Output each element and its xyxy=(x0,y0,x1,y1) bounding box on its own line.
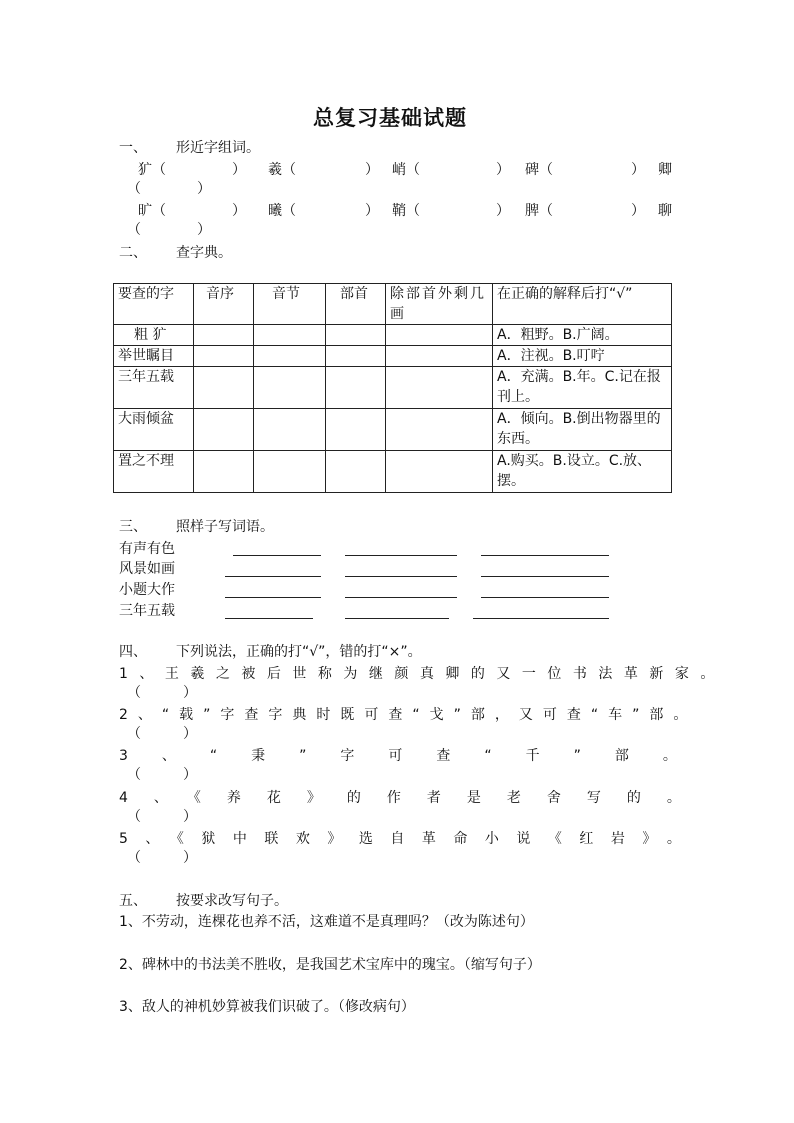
header-cell: 要查的字 xyxy=(114,284,194,325)
word-prompt: 脾（ xyxy=(525,203,553,219)
answer-cell[interactable] xyxy=(386,325,493,346)
table-header-row xyxy=(114,284,672,325)
answer-line[interactable] xyxy=(225,576,321,577)
answer-line[interactable] xyxy=(345,576,457,577)
meaning-options: A．注视。B.叮咛 xyxy=(493,346,672,367)
answer-cell[interactable] xyxy=(254,409,326,451)
section5-heading: 按要求改写句子。 xyxy=(176,893,288,909)
lookup-word: 三年五载 xyxy=(114,367,194,409)
answer-cell[interactable] xyxy=(386,409,493,451)
answer-paren[interactable]: （ ） xyxy=(127,767,197,783)
word-prompt: 羲（ xyxy=(268,162,296,178)
answer-cell[interactable] xyxy=(254,451,326,493)
answer-cell[interactable] xyxy=(194,325,254,346)
word-prompt: 卿 xyxy=(658,162,672,178)
close-paren: ） xyxy=(631,162,645,178)
meaning-options: A．粗野。B.广阔。 xyxy=(493,325,672,346)
answer-cell[interactable] xyxy=(254,367,326,409)
true-false-statement: 3、“秉”字可查“千”部。 xyxy=(119,748,711,764)
answer-line[interactable] xyxy=(225,618,313,619)
answer-cell[interactable] xyxy=(326,346,386,367)
answer-paren[interactable]: （ ） xyxy=(127,726,197,742)
true-false-statement: 1、王羲之被后世称为继颜真卿的又一位书法革新家。 xyxy=(119,666,726,682)
answer-line[interactable] xyxy=(345,555,457,556)
true-false-statement: 2、“载”字查字典时既可查“戈”部，又可查“车”部。 xyxy=(119,707,698,723)
answer-line[interactable] xyxy=(473,618,609,619)
answer-cell[interactable] xyxy=(326,451,386,493)
section1-heading: 形近字组词。 xyxy=(176,140,260,156)
word-prompt: 犷（ xyxy=(138,162,166,178)
word-prompt: 鞘（ xyxy=(392,203,420,219)
close-paren: ） xyxy=(232,162,246,178)
answer-cell[interactable] xyxy=(386,346,493,367)
word-prompt: 峭（ xyxy=(392,162,420,178)
answer-line[interactable] xyxy=(345,618,449,619)
answer-cell[interactable] xyxy=(194,367,254,409)
section2-number: 二、 xyxy=(119,245,147,261)
answer-cell[interactable] xyxy=(386,451,493,493)
answer-cell[interactable] xyxy=(326,325,386,346)
answer-cell[interactable] xyxy=(254,325,326,346)
header-cell: 部首 xyxy=(326,284,386,325)
header-cell: 除部首外剩几画 xyxy=(386,284,493,325)
page-title: 总复习基础试题 xyxy=(313,106,467,130)
lookup-word: 粗 犷 xyxy=(114,325,194,346)
table-row xyxy=(114,409,672,451)
answer-cell[interactable] xyxy=(386,367,493,409)
answer-cell[interactable] xyxy=(194,346,254,367)
close-paren: ） xyxy=(496,162,510,178)
rewrite-question: 2、碑林中的书法美不胜收，是我国艺术宝库中的瑰宝。（缩写句子） xyxy=(119,957,541,973)
word-prompt: 碑（ xyxy=(525,162,553,178)
answer-line[interactable] xyxy=(481,576,609,577)
answer-cell[interactable] xyxy=(326,367,386,409)
answer-line[interactable] xyxy=(345,597,457,598)
section2-heading: 查字典。 xyxy=(176,245,232,261)
header-cell: 在正确的解释后打“√” xyxy=(493,284,672,325)
lookup-word: 举世瞩目 xyxy=(114,346,194,367)
answer-blank[interactable]: （ ） xyxy=(127,222,211,238)
rewrite-question: 1、不劳动，连棵花也养不活，这难道不是真理吗？（改为陈述句） xyxy=(119,914,534,930)
meaning-options: A．倾向。B.倒出物器里的东西。 xyxy=(493,409,672,451)
section5-number: 五、 xyxy=(119,893,147,909)
table-row xyxy=(114,367,672,409)
table-row xyxy=(114,451,672,493)
section4-number: 四、 xyxy=(119,644,147,660)
close-paren: ） xyxy=(631,203,645,219)
word-prompt: 聊 xyxy=(658,203,672,219)
close-paren: ） xyxy=(365,162,379,178)
answer-cell[interactable] xyxy=(194,409,254,451)
lookup-word: 置之不理 xyxy=(114,451,194,493)
answer-paren[interactable]: （ ） xyxy=(127,809,197,825)
example-phrase: 小题大作 xyxy=(119,582,175,598)
answer-cell[interactable] xyxy=(194,451,254,493)
answer-blank[interactable]: （ ） xyxy=(127,181,211,197)
answer-paren[interactable]: （ ） xyxy=(127,850,197,866)
answer-cell[interactable] xyxy=(326,409,386,451)
example-phrase: 有声有色 xyxy=(119,541,175,557)
answer-line[interactable] xyxy=(481,597,609,598)
true-false-statement: 4、《养花》的作者是老舍写的。 xyxy=(119,790,707,806)
answer-line[interactable] xyxy=(233,555,321,556)
word-prompt: 曦（ xyxy=(268,203,296,219)
header-cell: 音节 xyxy=(254,284,326,325)
header-cell: 音序 xyxy=(194,284,254,325)
section3-heading: 照样子写词语。 xyxy=(176,519,274,535)
example-phrase: 三年五载 xyxy=(119,603,175,619)
true-false-statement: 5、《狱中联欢》选自革命小说《红岩》。 xyxy=(119,831,699,847)
table-row xyxy=(114,325,672,346)
close-paren: ） xyxy=(365,203,379,219)
example-phrase: 风景如画 xyxy=(119,561,175,577)
table-row xyxy=(114,346,672,367)
answer-line[interactable] xyxy=(225,597,321,598)
rewrite-question: 3、敌人的神机妙算被我们识破了。（修改病句） xyxy=(119,999,415,1015)
section4-heading: 下列说法，正确的打“√”，错的打“×”。 xyxy=(176,644,422,660)
close-paren: ） xyxy=(232,203,246,219)
close-paren: ） xyxy=(496,203,510,219)
dictionary-table xyxy=(113,283,672,493)
section3-number: 三、 xyxy=(119,519,147,535)
lookup-word: 大雨倾盆 xyxy=(114,409,194,451)
meaning-options: A.购买。B.设立。C.放、摆。 xyxy=(493,451,672,493)
word-prompt: 旷（ xyxy=(138,203,166,219)
meaning-options: A．充满。B.年。C.记在报刊上。 xyxy=(493,367,672,409)
answer-cell[interactable] xyxy=(254,346,326,367)
answer-line[interactable] xyxy=(481,555,609,556)
section1-number: 一、 xyxy=(119,140,147,156)
answer-paren[interactable]: （ ） xyxy=(127,685,197,701)
